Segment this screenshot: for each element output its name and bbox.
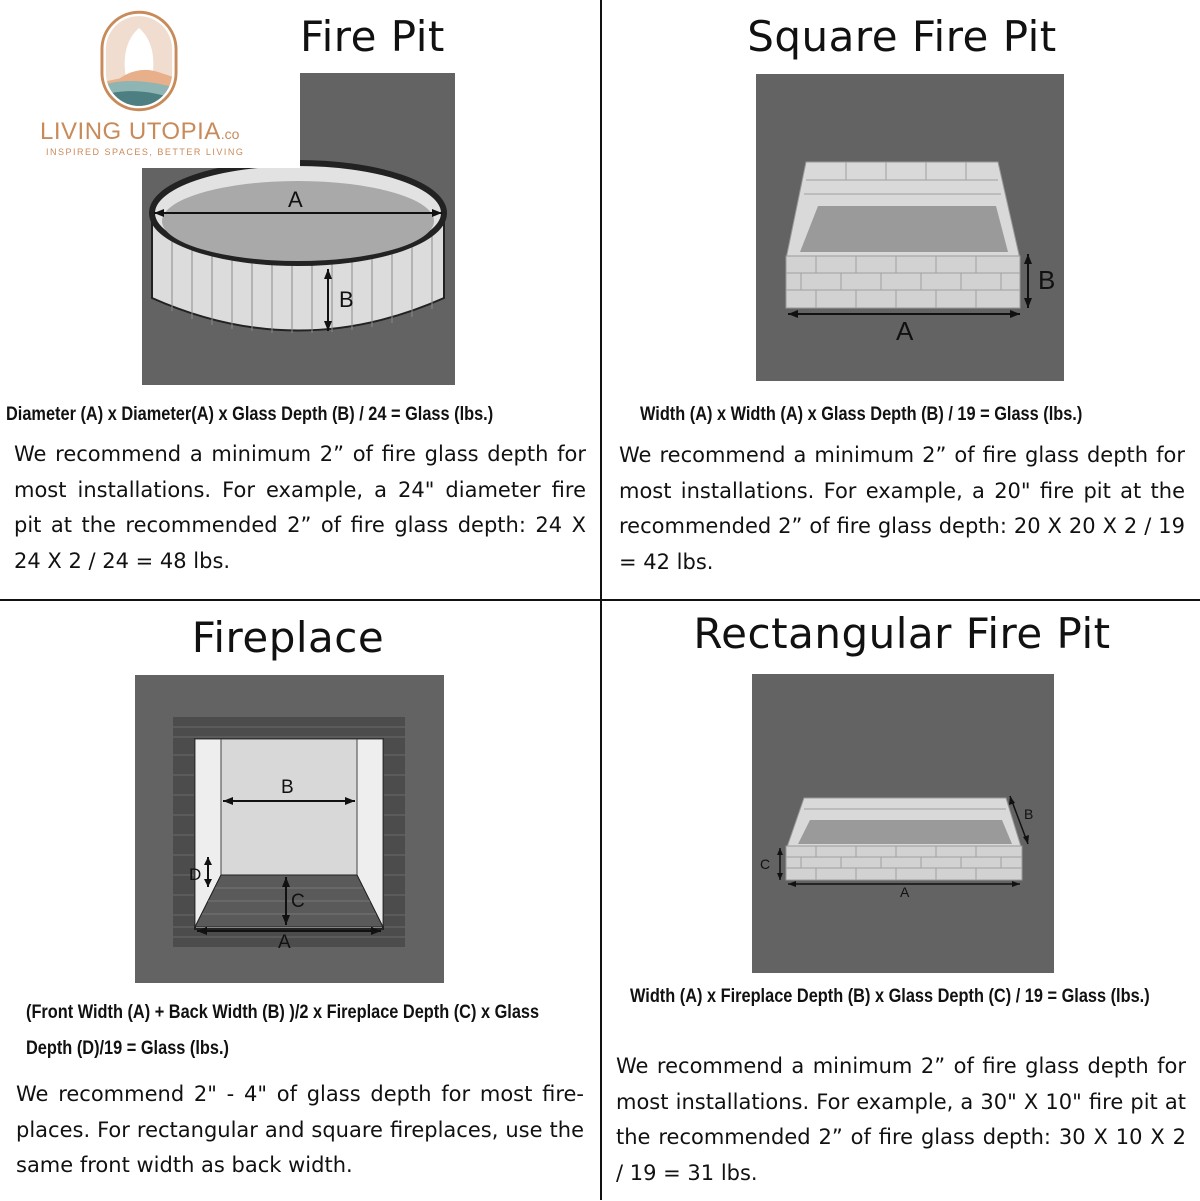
rectangular-label-a: A	[900, 884, 910, 900]
square-fire-pit-title: Square Fire Pit	[747, 12, 1057, 61]
rectangular-fire-pit-diagram	[752, 674, 1054, 973]
brand-logo	[0, 0, 300, 168]
rectangular-fire-pit-illustration	[752, 674, 1054, 973]
round-label-b: B	[339, 287, 354, 312]
square-formula: Width (A) x Width (A) x Glass Depth (B) / 19 = Glass (lbs.)	[640, 404, 1083, 425]
rectangular-label-c: C	[760, 856, 771, 872]
fireplace-title: Fireplace	[191, 613, 385, 662]
rectangular-formula: Width (A) x Fireplace Depth (B) x Glass Depth (C) / 19 = Glass (lbs.)	[630, 986, 1150, 1007]
rectangular-description: We recommend a minimum 2” of fire glass depth for most installations. For example, a 30" X 10" fire pit at the recommended 2” of fire glass depth: 30 X 10 X 2 / 19 = 31 lbs.	[616, 1054, 1186, 1185]
round-description: We recommend a minimum 2” of fire glass depth for most installations. For example, a 24" diameter fire pit at the recommended 2” of fire glass depth: 24 X 24 X 2 / 24 = 48 lbs.	[14, 442, 586, 573]
square-fire-pit-section	[602, 0, 1200, 600]
fireplace-formula: (Front Width (A) + Back Width (B) )/2 x Fireplace Depth (C) x Glass Depth (D)/19 = Glass (lbs.)	[26, 1002, 540, 1059]
round-fire-pit-title: Fire Pit	[300, 12, 445, 61]
square-label-a: A	[896, 316, 914, 346]
fireplace-diagram	[135, 675, 444, 983]
rectangular-fire-pit-title: Rectangular Fire Pit	[693, 609, 1111, 658]
fireplace-description: We recommend 2" - 4" of glass depth for most fire-places. For rectangular and square fireplaces, use the same front width as back width.	[16, 1082, 584, 1177]
logo-emblem-icon	[100, 10, 178, 112]
round-formula: Diameter (A) x Diameter(A) x Glass Depth (B) / 24 = Glass (lbs.)	[6, 404, 494, 425]
logo-name: LIVING UTOPIA.co	[40, 118, 240, 145]
rectangular-fire-pit-section	[602, 601, 1200, 1201]
round-label-a: A	[288, 187, 303, 212]
fireplace-label-a: A	[278, 932, 291, 953]
square-label-b: B	[1038, 265, 1056, 295]
logo-tagline: INSPIRED SPACES, BETTER LIVING	[46, 147, 245, 157]
logo-suffix: .co	[220, 126, 240, 142]
square-description: We recommend a minimum 2” of fire glass depth for most installations. For example, a 20" fire pit at the recommended 2” of fire glass depth: 20 X 20 X 2 / 19 = 42 lbs.	[619, 443, 1185, 574]
square-fire-pit-diagram	[756, 74, 1064, 381]
fireplace-section	[0, 601, 600, 1201]
fireplace-label-c: C	[291, 891, 305, 912]
rectangular-label-b: B	[1024, 806, 1034, 822]
fireplace-label-b: B	[281, 777, 294, 798]
fireplace-label-d: D	[189, 865, 202, 884]
